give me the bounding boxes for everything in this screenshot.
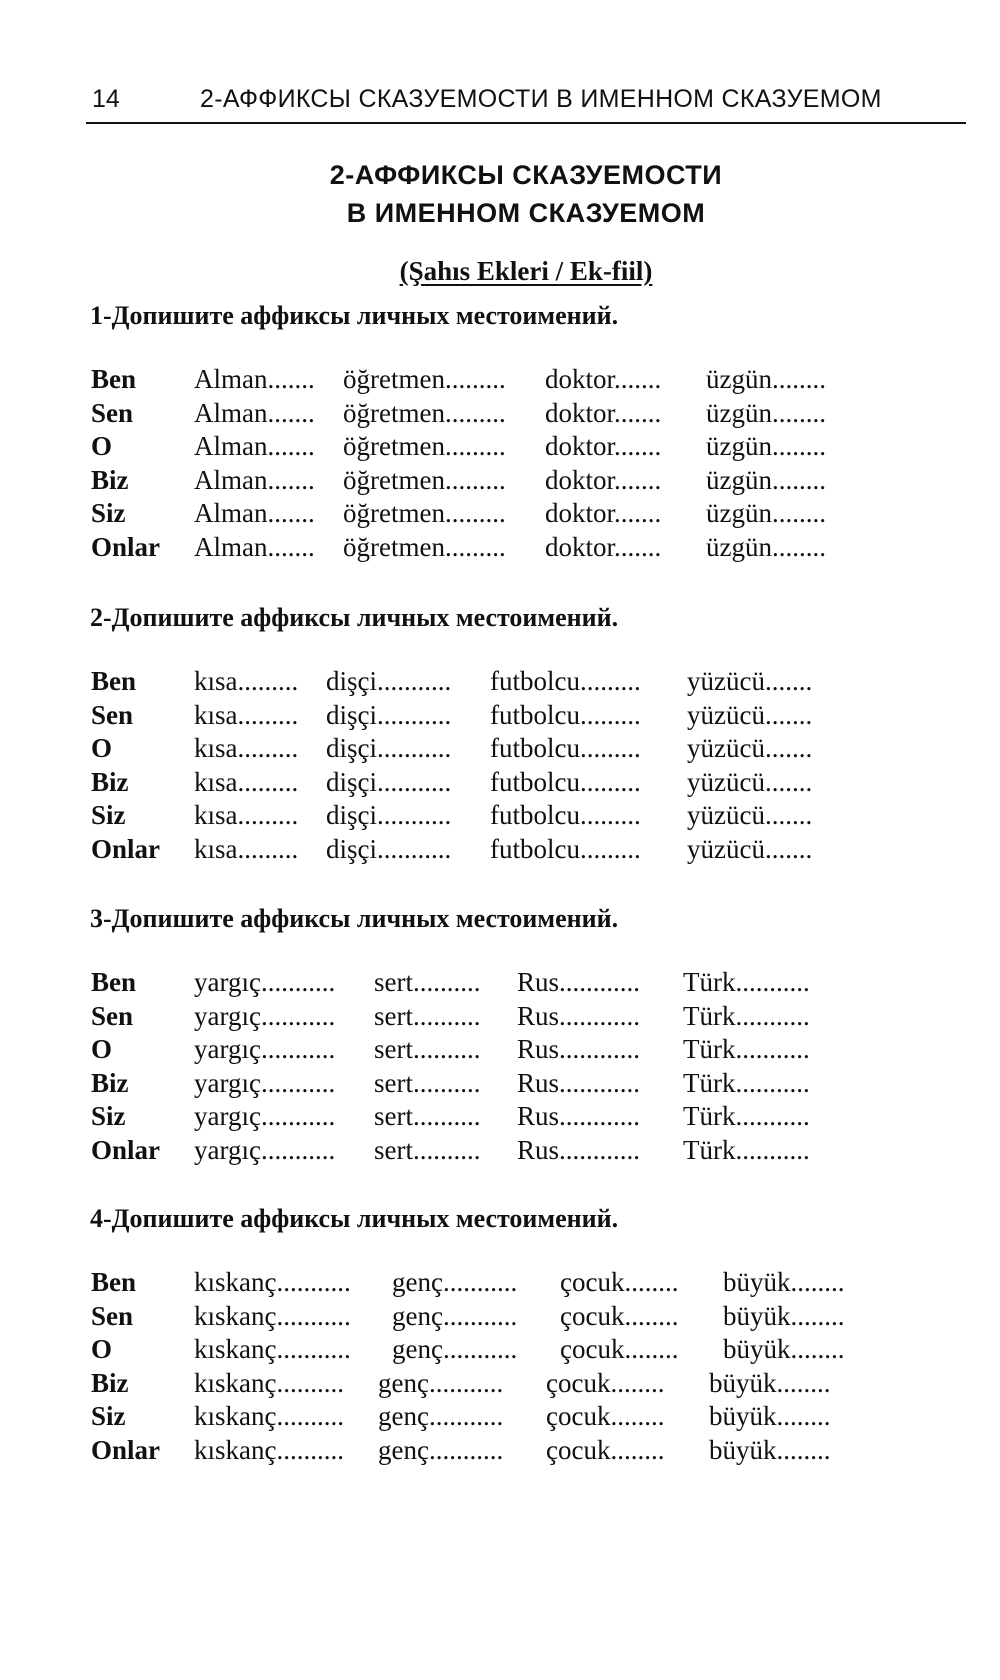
word-blank: Rus............ bbox=[517, 1134, 641, 1165]
word-blank: üzgün........ bbox=[706, 531, 826, 562]
exercise-row bbox=[90, 1300, 970, 1334]
word-blank: doktor....... bbox=[545, 498, 662, 528]
word-blank: yargıç........... bbox=[194, 1134, 336, 1165]
pronoun: Onlar bbox=[91, 531, 161, 562]
word-blank: kısa......... bbox=[194, 699, 299, 730]
word-blank: yüzücü....... bbox=[687, 833, 813, 864]
word-blank: futbolcu......... bbox=[490, 833, 641, 864]
exercise-row bbox=[90, 531, 970, 565]
word-blank: genç........... bbox=[378, 1401, 504, 1431]
exercise-title: 4-Допишите аффиксы личных местоимений. bbox=[90, 1204, 619, 1233]
word-blank: futbolcu......... bbox=[490, 699, 641, 730]
running-title: 2-АФФИКСЫ СКАЗУЕМОСТИ В ИМЕННОМ СКАЗУЕМОМ bbox=[200, 85, 882, 113]
pronoun: Sen bbox=[91, 1000, 134, 1031]
exercise-rows bbox=[90, 1266, 970, 1467]
word-blank: kıskanç.......... bbox=[194, 1401, 344, 1431]
word-blank: büyük........ bbox=[709, 1401, 831, 1431]
word-blank: öğretmen......... bbox=[343, 364, 506, 394]
exercise-row bbox=[90, 1333, 970, 1367]
word-blank: çocuk........ bbox=[560, 1300, 679, 1331]
word-blank: kısa......... bbox=[194, 666, 299, 696]
word-blank: yüzücü....... bbox=[687, 699, 813, 730]
pronoun: O bbox=[91, 733, 113, 763]
exercise-rows bbox=[90, 363, 970, 564]
exercise-title: 1-Допишите аффиксы личных местоимений. bbox=[90, 301, 619, 330]
exercise-row bbox=[90, 1367, 970, 1401]
exercise-title: 3-Допишите аффиксы личных местоимений. bbox=[90, 904, 619, 933]
word-blank: büyük........ bbox=[723, 1267, 845, 1297]
word-blank: yargıç........... bbox=[194, 1101, 336, 1131]
word-blank: dişçi........... bbox=[326, 800, 452, 830]
word-blank: büyük........ bbox=[723, 1300, 845, 1331]
word-blank: dişçi........... bbox=[326, 733, 452, 763]
pronoun: Sen bbox=[91, 1300, 134, 1331]
pronoun: Onlar bbox=[91, 833, 161, 864]
word-blank: genç........... bbox=[392, 1300, 518, 1331]
word-blank: büyük........ bbox=[709, 1434, 831, 1465]
word-blank: futbolcu......... bbox=[490, 800, 641, 830]
exercise-row bbox=[90, 665, 970, 699]
word-blank: yüzücü....... bbox=[687, 666, 813, 696]
word-blank: üzgün........ bbox=[706, 364, 826, 394]
word-blank: yargıç........... bbox=[194, 1067, 336, 1098]
chapter-subtitle: (Şahıs Ekleri / Ek-fiil) bbox=[399, 256, 653, 286]
exercise-row bbox=[90, 1134, 970, 1168]
word-blank: genç........... bbox=[392, 1334, 518, 1364]
word-blank: dişçi........... bbox=[326, 699, 452, 730]
word-blank: öğretmen......... bbox=[343, 431, 506, 461]
word-blank: üzgün........ bbox=[706, 464, 826, 495]
word-blank: Rus............ bbox=[517, 1034, 641, 1064]
word-blank: öğretmen......... bbox=[343, 531, 506, 562]
pronoun: O bbox=[91, 1034, 113, 1064]
word-blank: doktor....... bbox=[545, 531, 662, 562]
exercise-row bbox=[90, 1067, 970, 1101]
word-blank: sert.......... bbox=[374, 1000, 481, 1031]
exercise-row bbox=[90, 699, 970, 733]
exercise-row bbox=[90, 1400, 970, 1434]
word-blank: doktor....... bbox=[545, 397, 662, 428]
word-blank: dişçi........... bbox=[326, 666, 452, 696]
word-blank: yüzücü....... bbox=[687, 800, 813, 830]
word-blank: kıskanç........... bbox=[194, 1300, 351, 1331]
pronoun: Sen bbox=[91, 699, 134, 730]
pronoun: Siz bbox=[91, 800, 126, 830]
word-blank: futbolcu......... bbox=[490, 766, 641, 797]
exercise-row bbox=[90, 966, 970, 1000]
exercise-title: 2-Допишите аффиксы личных местоимений. bbox=[90, 603, 619, 632]
exercise-2 bbox=[90, 598, 970, 866]
word-blank: doktor....... bbox=[545, 464, 662, 495]
exercise-row bbox=[90, 1100, 970, 1134]
pronoun: Biz bbox=[91, 1367, 129, 1398]
pronoun: Onlar bbox=[91, 1434, 161, 1465]
word-blank: Türk........... bbox=[683, 1134, 810, 1165]
word-blank: Türk........... bbox=[683, 1034, 810, 1064]
word-blank: doktor....... bbox=[545, 431, 662, 461]
word-blank: sert.......... bbox=[374, 1101, 481, 1131]
pronoun: Onlar bbox=[91, 1134, 161, 1165]
pronoun: Biz bbox=[91, 464, 129, 495]
pronoun: Ben bbox=[91, 1267, 137, 1297]
word-blank: üzgün........ bbox=[706, 498, 826, 528]
exercise-row bbox=[90, 1000, 970, 1034]
pronoun: Ben bbox=[91, 967, 137, 997]
pronoun: Siz bbox=[91, 498, 126, 528]
word-blank: Alman....... bbox=[194, 397, 315, 428]
word-blank: yargıç........... bbox=[194, 967, 336, 997]
word-blank: kıskanç.......... bbox=[194, 1434, 344, 1465]
chapter-title-line-1: 2-АФФИКСЫ СКАЗУЕМОСТИ bbox=[329, 160, 723, 190]
exercise-row bbox=[90, 397, 970, 431]
word-blank: kıskanç.......... bbox=[194, 1367, 344, 1398]
exercise-row bbox=[90, 430, 970, 464]
word-blank: kıskanç........... bbox=[194, 1267, 351, 1297]
word-blank: futbolcu......... bbox=[490, 733, 641, 763]
word-blank: çocuk........ bbox=[546, 1434, 665, 1465]
word-blank: büyük........ bbox=[709, 1367, 831, 1398]
pronoun: Biz bbox=[91, 766, 129, 797]
exercise-row bbox=[90, 1434, 970, 1468]
word-blank: kısa......... bbox=[194, 733, 299, 763]
word-blank: Türk........... bbox=[683, 1067, 810, 1098]
pronoun: Biz bbox=[91, 1067, 129, 1098]
word-blank: Türk........... bbox=[683, 1101, 810, 1131]
word-blank: öğretmen......... bbox=[343, 397, 506, 428]
word-blank: Alman....... bbox=[194, 464, 315, 495]
word-blank: genç........... bbox=[378, 1434, 504, 1465]
word-blank: üzgün........ bbox=[706, 397, 826, 428]
word-blank: sert.......... bbox=[374, 1134, 481, 1165]
chapter-title-line-2: В ИМЕННОМ СКАЗУЕМОМ bbox=[346, 198, 706, 228]
word-blank: doktor....... bbox=[545, 364, 662, 394]
exercise-row bbox=[90, 1033, 970, 1067]
exercise-3 bbox=[90, 899, 970, 1167]
word-blank: yüzücü....... bbox=[687, 766, 813, 797]
pronoun: Ben bbox=[91, 666, 137, 696]
word-blank: dişçi........... bbox=[326, 766, 452, 797]
exercise-row bbox=[90, 464, 970, 498]
word-blank: kısa......... bbox=[194, 800, 299, 830]
chapter-title-block bbox=[86, 156, 966, 287]
word-blank: Rus............ bbox=[517, 967, 641, 997]
word-blank: yargıç........... bbox=[194, 1034, 336, 1064]
exercise-rows bbox=[90, 665, 970, 866]
exercise-row bbox=[90, 833, 970, 867]
word-blank: sert.......... bbox=[374, 1034, 481, 1064]
word-blank: kısa......... bbox=[194, 766, 299, 797]
pronoun: Ben bbox=[91, 364, 137, 394]
word-blank: Rus............ bbox=[517, 1000, 641, 1031]
exercise-row bbox=[90, 363, 970, 397]
word-blank: kısa......... bbox=[194, 833, 299, 864]
page-number: 14 bbox=[92, 85, 120, 113]
exercise-row bbox=[90, 497, 970, 531]
word-blank: genç........... bbox=[378, 1367, 504, 1398]
word-blank: Alman....... bbox=[194, 431, 315, 461]
pronoun: O bbox=[91, 1334, 113, 1364]
word-blank: Alman....... bbox=[194, 498, 315, 528]
word-blank: Alman....... bbox=[194, 364, 315, 394]
exercise-rows bbox=[90, 966, 970, 1167]
exercise-row bbox=[90, 732, 970, 766]
word-blank: Türk........... bbox=[683, 967, 810, 997]
word-blank: Rus............ bbox=[517, 1101, 641, 1131]
word-blank: üzgün........ bbox=[706, 431, 826, 461]
word-blank: öğretmen......... bbox=[343, 498, 506, 528]
pronoun: Siz bbox=[91, 1401, 126, 1431]
word-blank: çocuk........ bbox=[560, 1267, 679, 1297]
exercise-row bbox=[90, 1266, 970, 1300]
word-blank: sert.......... bbox=[374, 1067, 481, 1098]
word-blank: yüzücü....... bbox=[687, 733, 813, 763]
word-blank: Alman....... bbox=[194, 531, 315, 562]
exercise-row bbox=[90, 766, 970, 800]
word-blank: Türk........... bbox=[683, 1000, 810, 1031]
word-blank: dişçi........... bbox=[326, 833, 452, 864]
word-blank: yargıç........... bbox=[194, 1000, 336, 1031]
pronoun: O bbox=[91, 431, 113, 461]
word-blank: çocuk........ bbox=[560, 1334, 679, 1364]
pronoun: Sen bbox=[91, 397, 134, 428]
word-blank: çocuk........ bbox=[546, 1401, 665, 1431]
exercise-row bbox=[90, 799, 970, 833]
exercise-4 bbox=[90, 1199, 970, 1467]
word-blank: kıskanç........... bbox=[194, 1334, 351, 1364]
running-header bbox=[86, 82, 966, 124]
word-blank: genç........... bbox=[392, 1267, 518, 1297]
exercise-1 bbox=[90, 296, 970, 564]
word-blank: öğretmen......... bbox=[343, 464, 506, 495]
word-blank: futbolcu......... bbox=[490, 666, 641, 696]
word-blank: çocuk........ bbox=[546, 1367, 665, 1398]
word-blank: sert.......... bbox=[374, 967, 481, 997]
word-blank: Rus............ bbox=[517, 1067, 641, 1098]
pronoun: Siz bbox=[91, 1101, 126, 1131]
word-blank: büyük........ bbox=[723, 1334, 845, 1364]
